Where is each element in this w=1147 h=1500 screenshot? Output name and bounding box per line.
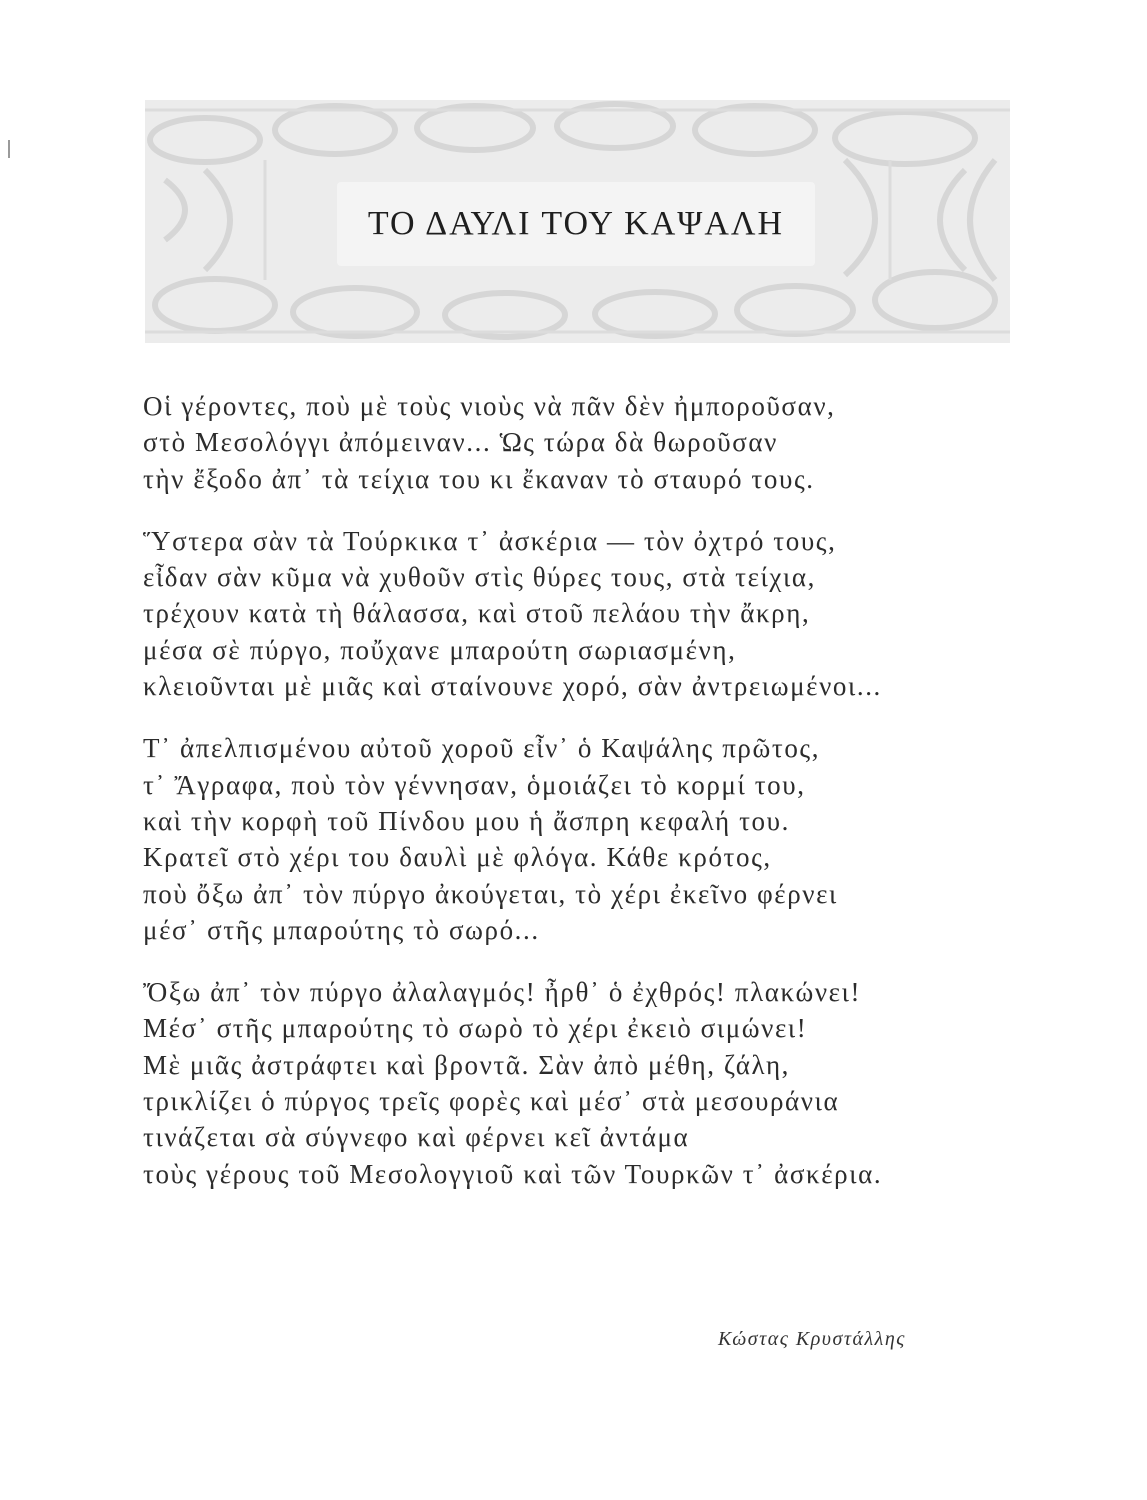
poem-line: Μέσ᾽ στῆς μπαρούτης τὸ σωρὸ τὸ χέρι ἐκειὸ σιμώνει! bbox=[143, 1013, 808, 1044]
poem-line: Οἱ γέροντες, ποὺ μὲ τοὺς νιοὺς νὰ πᾶν δὲν ἠμποροῦσαν, bbox=[143, 391, 836, 421]
poem bbox=[143, 388, 1003, 1218]
page-title: ΤΟ ΔΑΥΛΙ ΤΟΥ ΚΑΨΑΛΗ bbox=[367, 205, 785, 242]
stanza-4 bbox=[143, 974, 1003, 1192]
poem-line: στὸ Μεσολόγγι ἀπόμειναν... Ὡς τώρα δὰ θωροῦσαν bbox=[143, 427, 778, 458]
poem-line: Τ᾽ ἀπελπισμένου αὐτοῦ χοροῦ εἶν᾽ ὁ Καψάλης πρῶτος, bbox=[143, 733, 821, 764]
poem-line: κλειοῦνται μὲ μιᾶς καὶ σταίνουνε χορό, σὰν ἀντρειωμένοι... bbox=[143, 671, 882, 702]
stanza-3 bbox=[143, 730, 1003, 948]
poem-line: Κρατεῖ στὸ χέρι του δαυλὶ μὲ φλόγα. Κάθε κρότος, bbox=[143, 842, 772, 873]
author-signature: Κώστας Κρυστάλλης bbox=[718, 1328, 906, 1350]
poem-line: καὶ τὴν κορφὴ τοῦ Πίνδου μου ἡ ἄσπρη κεφαλή του. bbox=[143, 805, 790, 836]
poem-line: τρικλίζει ὁ πύργος τρεῖς φορὲς καὶ μέσ᾽ στὰ μεσουράνια bbox=[143, 1086, 840, 1117]
poem-line: Μὲ μιᾶς ἀστράφτει καὶ βροντᾶ. Σὰν ἀπὸ μέθη, ζάλη, bbox=[143, 1049, 791, 1080]
decorative-header-band bbox=[145, 100, 1010, 343]
title-plate bbox=[337, 182, 815, 266]
poem-line: Ὕστερα σὰν τὰ Τούρκικα τ᾽ ἀσκέρια — τὸν ὀχτρό τους, bbox=[143, 525, 837, 556]
poem-line: μέσ᾽ στῆς μπαρούτης τὸ σωρό... bbox=[143, 914, 540, 945]
poem-line: τρέχουν κατὰ τὴ θάλασσα, καὶ στοῦ πελάου τὴν ἄκρη, bbox=[143, 598, 811, 629]
poem-line: τινάζεται σὰ σύγνεφο καὶ φέρνει κεῖ ἀντάμα bbox=[143, 1122, 690, 1153]
poem-line: τ᾽ Ἄγραφα, ποὺ τὸν γέννησαν, ὁμοιάζει τὸ κορμί του, bbox=[143, 769, 806, 800]
poem-line: εἶδαν σὰν κῦμα νὰ χυθοῦν στὶς θύρες τους, στὰ τείχια, bbox=[143, 562, 816, 593]
poem-line: τοὺς γέρους τοῦ Μεσολογγιοῦ καὶ τῶν Τουρκῶν τ᾽ ἀσκέρια. bbox=[143, 1158, 883, 1189]
poem-line: ποὺ ὄξω ἀπ᾽ τὸν πύργο ἀκούγεται, τὸ χέρι ἐκεῖνο φέρνει bbox=[143, 878, 838, 909]
margin-mark bbox=[8, 140, 10, 158]
poem-line: μέσα σὲ πύργο, ποὔχανε μπαρούτη σωριασμένη, bbox=[143, 634, 737, 665]
stanza-1 bbox=[143, 388, 1003, 497]
stanza-2 bbox=[143, 523, 1003, 704]
poem-line: τὴν ἔξοδο ἀπ᾽ τὰ τείχια του κι ἔκαναν τὸ σταυρό τους. bbox=[143, 463, 815, 494]
poem-line: Ὄξω ἀπ᾽ τὸν πύργο ἀλαλαγμός! ἦρθ᾽ ὁ ἐχθρός! πλακώνει! bbox=[143, 977, 862, 1008]
